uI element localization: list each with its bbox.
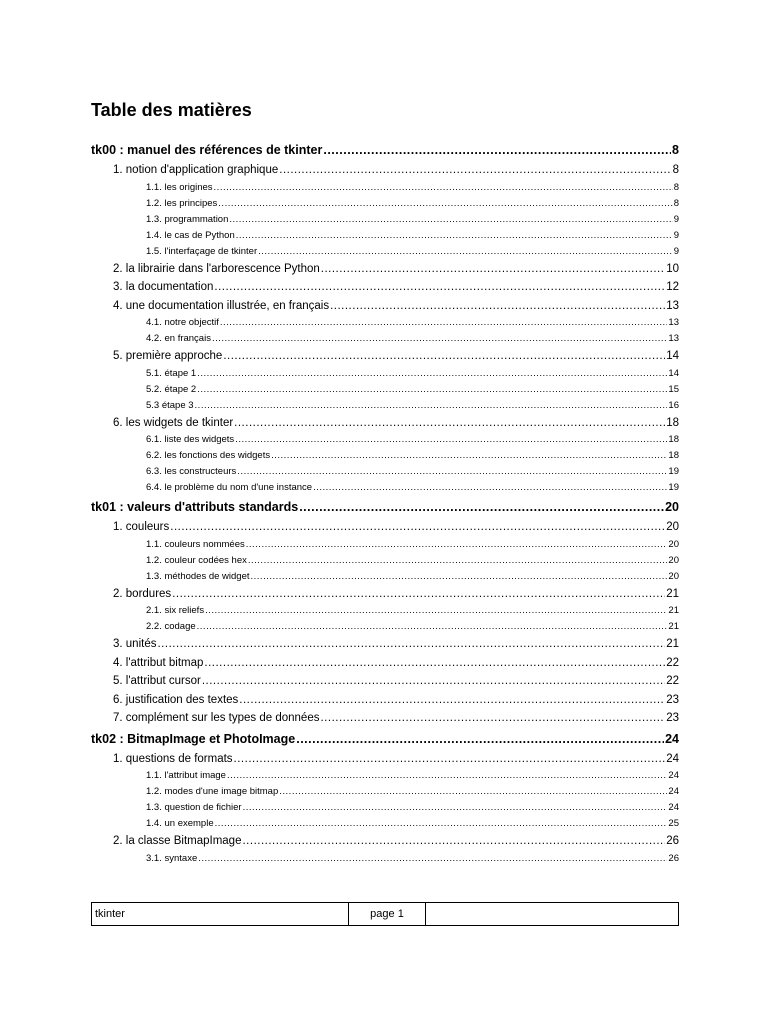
toc-section-entry[interactable] xyxy=(91,414,679,433)
toc-entry-text: 6. les widgets de tkinter xyxy=(113,416,234,429)
toc-entry-page: 23 xyxy=(666,693,679,706)
toc-section-entry[interactable] xyxy=(91,518,679,537)
footer-right xyxy=(426,903,678,925)
toc-subsection-entry[interactable] xyxy=(91,331,679,347)
toc-leader-dots xyxy=(237,464,667,480)
toc-entry-page: 19 xyxy=(668,482,679,493)
toc-subsection-entry[interactable] xyxy=(91,432,679,448)
toc-entry-text: 2.2. codage xyxy=(146,621,196,632)
toc-section-entry[interactable] xyxy=(91,750,679,769)
toc-leader-dots xyxy=(239,691,665,710)
toc-leader-dots xyxy=(320,709,665,728)
toc-section-entry[interactable] xyxy=(91,691,679,710)
toc-entry-page: 24 xyxy=(666,752,679,765)
toc-subsection-entry[interactable] xyxy=(91,196,679,212)
toc-entry-text: 6.1. liste des widgets xyxy=(146,434,235,445)
toc-entry-page: 15 xyxy=(668,383,679,395)
toc-entry-page: 19 xyxy=(668,466,679,477)
toc-leader-dots xyxy=(313,480,667,496)
toc-entry-text: 1.4. le cas de Python xyxy=(146,229,235,241)
toc-entry-text: 1.3. programmation xyxy=(146,213,229,225)
toc-entry-page: 25 xyxy=(668,818,679,829)
toc-entry-page: 26 xyxy=(668,852,679,864)
toc-entry-page: 16 xyxy=(668,399,679,411)
toc-subsection-entry[interactable] xyxy=(91,537,679,553)
toc-leader-dots xyxy=(214,180,673,196)
toc-entry-text: 5.1. étape 1 xyxy=(146,367,197,379)
toc-entry-page: 21 xyxy=(668,605,679,616)
toc-entry-text: 4. l'attribut bitmap xyxy=(113,656,204,669)
toc-entry-page: 14 xyxy=(666,350,679,362)
toc-entry-text: 5. première approche xyxy=(113,350,223,362)
toc-subsection-entry[interactable] xyxy=(91,448,679,464)
toc-entry-page: 20 xyxy=(668,570,679,582)
toc-leader-dots xyxy=(170,518,665,537)
table-of-contents xyxy=(91,139,679,867)
toc-entry-text: 3. la documentation xyxy=(113,281,214,293)
toc-subsection-entry[interactable] xyxy=(91,768,679,784)
toc-entry-text: 6.4. le problème du nom d'une instance xyxy=(146,482,313,493)
toc-entry-page: 18 xyxy=(668,450,679,461)
toc-entry-text: 1.3. méthodes de widget xyxy=(146,570,250,582)
page-footer xyxy=(91,902,679,926)
toc-leader-dots xyxy=(157,635,665,654)
toc-entry-text: 1. notion d'application graphique xyxy=(113,164,279,176)
page-title: Table des matières xyxy=(91,100,252,120)
toc-entry-text: 2. bordures xyxy=(113,587,172,600)
toc-entry-page: 14 xyxy=(668,367,679,379)
toc-entry-page: 18 xyxy=(666,416,679,429)
toc-leader-dots xyxy=(212,331,667,347)
toc-section-entry[interactable] xyxy=(91,832,679,851)
toc-subsection-entry[interactable] xyxy=(91,212,679,228)
toc-leader-dots xyxy=(248,553,668,569)
toc-subsection-entry[interactable] xyxy=(91,480,679,496)
toc-subsection-entry[interactable] xyxy=(91,464,679,480)
toc-leader-dots xyxy=(234,414,665,433)
toc-entry-text: 1.4. un exemple xyxy=(146,818,214,829)
toc-subsection-entry[interactable] xyxy=(91,553,679,569)
toc-subsection-entry[interactable] xyxy=(91,180,679,196)
footer-left: tkinter xyxy=(92,903,349,925)
toc-entry-text: 1.2. modes d'une image bitmap xyxy=(146,786,279,797)
toc-subsection-entry[interactable] xyxy=(91,800,679,816)
toc-leader-dots xyxy=(243,800,668,816)
toc-entry-page: 21 xyxy=(668,621,679,632)
toc-leader-dots xyxy=(198,851,667,867)
toc-subsection-entry[interactable] xyxy=(91,816,679,832)
toc-section-entry[interactable] xyxy=(91,347,679,366)
toc-entry-text: tk00 : manuel des références de tkinter xyxy=(91,143,323,157)
toc-leader-dots xyxy=(202,672,665,691)
toc-entry-page: 21 xyxy=(666,638,679,650)
toc-entry-text: 1.1. couleurs nommées xyxy=(146,538,245,550)
toc-subsection-entry[interactable] xyxy=(91,569,679,585)
toc-leader-dots xyxy=(229,212,672,228)
toc-entry-text: 1. couleurs xyxy=(113,521,170,533)
toc-entry-text: tk01 : valeurs d'attributs standards xyxy=(91,500,299,514)
toc-leader-dots xyxy=(323,142,671,159)
toc-entry-text: 3. unités xyxy=(113,638,157,650)
toc-entry-page: 26 xyxy=(666,835,679,847)
toc-subsection-entry[interactable] xyxy=(91,784,679,800)
toc-leader-dots xyxy=(197,619,668,635)
toc-entry-text: 4.2. en français xyxy=(146,333,211,344)
toc-entry-page: 24 xyxy=(668,802,679,813)
toc-leader-dots xyxy=(220,315,668,331)
toc-entry-text: 4. une documentation illustrée, en français xyxy=(113,299,330,312)
toc-leader-dots xyxy=(204,654,665,673)
toc-leader-dots xyxy=(218,196,672,212)
toc-entry-text: 4.1. notre objectif xyxy=(146,317,219,328)
footer-page-number: page 1 xyxy=(349,903,426,925)
toc-entry-text: 2.1. six reliefs xyxy=(146,605,205,616)
toc-entry-text: 6. justification des textes xyxy=(113,693,239,706)
toc-leader-dots xyxy=(258,244,673,260)
toc-section-entry[interactable] xyxy=(91,585,679,604)
toc-subsection-entry[interactable] xyxy=(91,398,679,414)
toc-section-entry[interactable] xyxy=(91,260,679,279)
toc-entry-page: 10 xyxy=(666,262,679,275)
toc-leader-dots xyxy=(214,278,665,297)
toc-leader-dots xyxy=(271,448,667,464)
toc-entry-text: 1.2. couleur codées hex xyxy=(146,554,247,566)
toc-entry-page: 8 xyxy=(672,164,679,176)
toc-leader-dots xyxy=(251,569,668,585)
toc-entry-text: 1.5. l'interfaçage de tkinter xyxy=(146,245,258,257)
toc-section-entry[interactable] xyxy=(91,654,679,673)
toc-entry-text: 1.2. les principes xyxy=(146,197,218,209)
toc-entry-page: 9 xyxy=(673,213,679,225)
toc-entry-text: 7. complément sur les types de données xyxy=(113,712,320,724)
toc-entry-text: 6.2. les fonctions des widgets xyxy=(146,450,271,461)
toc-section-entry[interactable] xyxy=(91,297,679,316)
toc-entry-page: 23 xyxy=(666,712,679,724)
toc-leader-dots xyxy=(246,537,668,553)
toc-entry-page: 24 xyxy=(665,731,679,746)
toc-entry-page: 20 xyxy=(668,554,679,566)
toc-subsection-entry[interactable] xyxy=(91,603,679,619)
toc-entry-page: 20 xyxy=(665,500,679,514)
toc-entry-text: 5.2. étape 2 xyxy=(146,383,197,395)
toc-entry-text: 2. la classe BitmapImage xyxy=(113,835,242,847)
toc-entry-text: 1. questions de formats xyxy=(113,752,233,765)
toc-entry-text: 5.3 étape 3 xyxy=(146,399,194,411)
toc-entry-page: 22 xyxy=(666,675,679,687)
toc-entry-text: 5. l'attribut cursor xyxy=(113,675,201,687)
toc-leader-dots xyxy=(279,161,671,180)
toc-leader-dots xyxy=(172,585,665,604)
toc-entry-page: 24 xyxy=(668,770,679,781)
toc-entry-text: 1.1. l'attribut image xyxy=(146,770,226,781)
toc-leader-dots xyxy=(279,784,667,800)
toc-leader-dots xyxy=(215,816,668,832)
toc-entry-page: 13 xyxy=(668,333,679,344)
toc-section-entry[interactable] xyxy=(91,635,679,654)
toc-leader-dots xyxy=(330,297,665,316)
toc-entry-page: 24 xyxy=(668,786,679,797)
toc-section-entry[interactable] xyxy=(91,161,679,180)
toc-leader-dots xyxy=(197,382,667,398)
toc-chapter-entry[interactable] xyxy=(91,499,679,516)
toc-leader-dots xyxy=(234,750,666,769)
toc-entry-page: 8 xyxy=(673,197,679,209)
toc-chapter-entry[interactable] xyxy=(91,731,679,748)
toc-entry-page: 8 xyxy=(673,181,679,193)
toc-entry-page: 13 xyxy=(666,299,679,312)
toc-leader-dots xyxy=(197,366,667,382)
toc-entry-text: 1.1. les origines xyxy=(146,181,213,193)
toc-subsection-entry[interactable] xyxy=(91,619,679,635)
toc-subsection-entry[interactable] xyxy=(91,851,679,867)
toc-leader-dots xyxy=(235,432,667,448)
toc-entry-text: 1.3. question de fichier xyxy=(146,802,242,813)
toc-subsection-entry[interactable] xyxy=(91,315,679,331)
toc-subsection-entry[interactable] xyxy=(91,366,679,382)
toc-section-entry[interactable] xyxy=(91,278,679,297)
toc-chapter-entry[interactable] xyxy=(91,142,679,159)
toc-entry-page: 13 xyxy=(668,317,679,328)
toc-leader-dots xyxy=(223,347,665,366)
toc-entry-page: 9 xyxy=(673,245,679,257)
toc-entry-page: 9 xyxy=(673,229,679,241)
toc-leader-dots xyxy=(321,260,665,279)
toc-subsection-entry[interactable] xyxy=(91,382,679,398)
toc-entry-page: 20 xyxy=(668,538,679,550)
toc-leader-dots xyxy=(195,398,668,414)
toc-leader-dots xyxy=(236,228,673,244)
toc-entry-text: 3.1. syntaxe xyxy=(146,852,198,864)
toc-leader-dots xyxy=(205,603,667,619)
toc-leader-dots xyxy=(299,499,664,516)
toc-section-entry[interactable] xyxy=(91,672,679,691)
toc-entry-page: 21 xyxy=(666,587,679,600)
toc-entry-text: 6.3. les constructeurs xyxy=(146,466,237,477)
toc-entry-page: 22 xyxy=(666,656,679,669)
toc-entry-page: 18 xyxy=(668,434,679,445)
toc-leader-dots xyxy=(242,832,665,851)
toc-entry-text: 2. la librairie dans l'arborescence Python xyxy=(113,262,320,275)
toc-section-entry[interactable] xyxy=(91,709,679,728)
toc-leader-dots xyxy=(227,768,667,784)
toc-entry-page: 20 xyxy=(666,521,679,533)
toc-leader-dots xyxy=(296,731,664,748)
toc-entry-text: tk02 : BitmapImage et PhotoImage xyxy=(91,731,296,746)
toc-entry-page: 8 xyxy=(672,143,679,157)
toc-subsection-entry[interactable] xyxy=(91,228,679,244)
toc-subsection-entry[interactable] xyxy=(91,244,679,260)
toc-entry-page: 12 xyxy=(666,281,679,293)
